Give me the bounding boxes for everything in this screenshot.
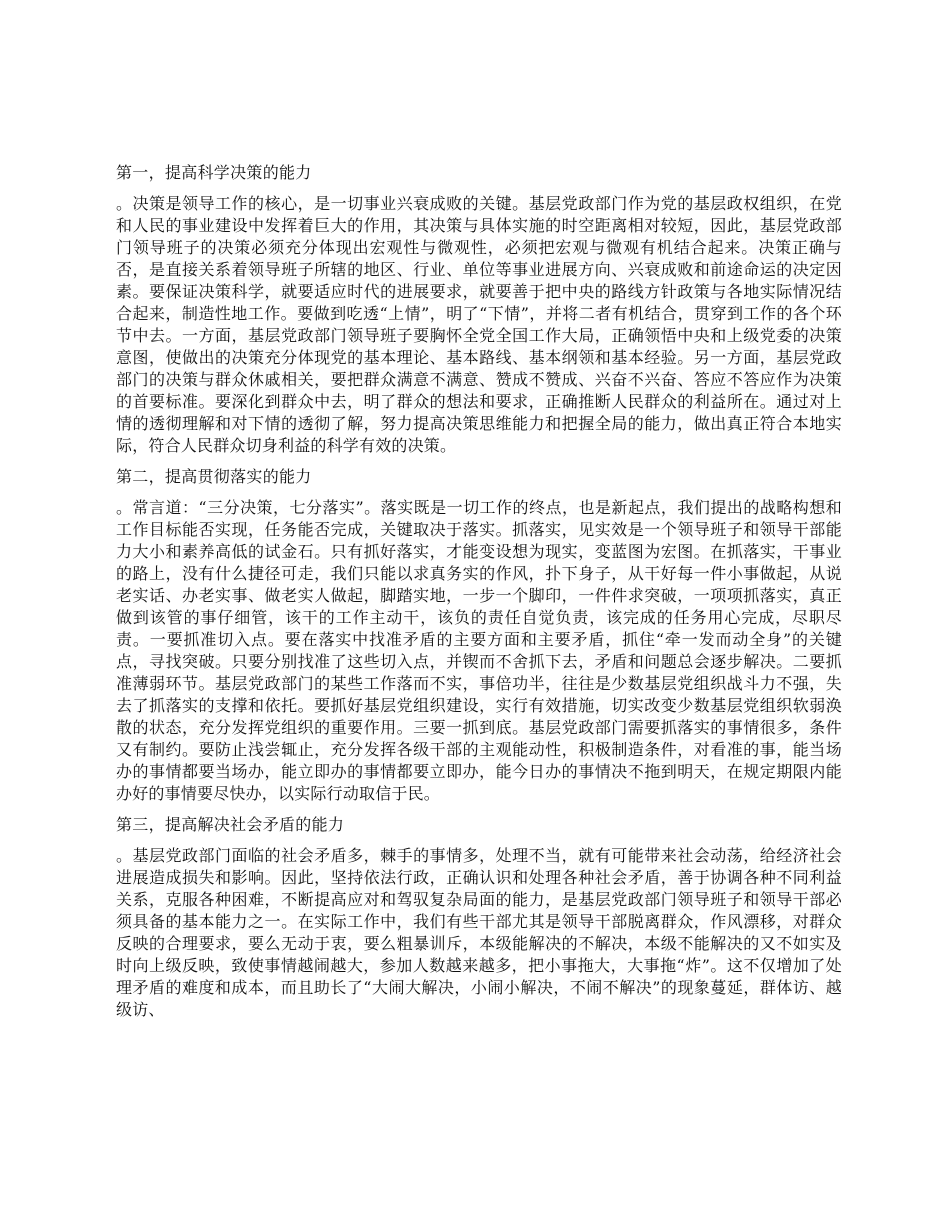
section-heading-2: 第二，提高贯彻落实的能力 — [116, 467, 312, 486]
section-heading-3: 第三，提高解决社会矛盾的能力 — [116, 815, 345, 834]
section-paragraph-1: 。决策是领导工作的核心，是一切事业兴衰成败的关键。基层党政部门作为党的基层政权组织，在党和人民的事业建设中发挥着巨大的作用，其决策与具体实施的时空距离相对较短，因此，基层党政部门领导班子的决策必须充分体现出宏观性与微观性，必须把宏观与微观有机结合起来。决策正确与否，是直接关系着领导班子所辖的地区、行业、单位等事业进展方向、兴衰成败和前途命运的决定因素。要保证决策科学，就要适应时代的进展要求，就要善于把中央的路线方针政策与各地实际情况结合起来，制造性地工作。要做到吃透“上情”，明了“下情”，并将二者有机结合，贯穿到工作的各个环节中去。一方面，基层党政部门领导班子要胸怀全党全国工作大局，正确领悟中央和上级党委的决策意图，使做出的决策充分体现党的基本理论、基本路线、基本纲领和基本经验。另一方面，基层党政部门的决策与群众休戚相关，要把群众满意不满意、赞成不赞成、兴奋不兴奋、答应不答应作为决策的首要标准。要深化到群众中去，明了群众的想法和要求，正确推断人民群众的利益所在。通过对上情的透彻理解和对下情的透彻了解，努力提高决策思维能力和把握全局的能力，做出真正符合本地实际，符合人民群众切身利益的科学有效的决策。 — [116, 194, 842, 455]
section-paragraph-3: 。基层党政部门面临的社会矛盾多，棘手的事情多，处理不当，就有可能带来社会动荡，给经济社会进展造成损失和影响。因此，坚持依法行政，正确认识和处理各种社会矛盾，善于协调各种不同利益关系，克服各种困难，不断提高应对和驾驭复杂局面的能力，是基层党政部门领导班子和领导干部必须具备的基本能力之一。在实际工作中，我们有些干部尤其是领导干部脱离群众，作风漂移，对群众反映的合理要求，要么无动于衷，要么粗暴训斥，本级能解决的不解决，本级不能解决的又不如实及时向上级反映，致使事情越闹越大，参加人数越来越多，把小事拖大，大事拖“炸”。这不仅增加了处理矛盾的难度和成本，而且助长了“大闹大解决，小闹小解决，不闹不解决”的现象蔓延，群体访、越级访、 — [116, 846, 842, 1019]
section-paragraph-2: 。常言道：“三分决策，七分落实”。落实既是一切工作的终点，也是新起点，我们提出的战略构想和工作目标能否实现，任务能否完成，关键取决于落实。抓落实，见实效是一个领导班子和领导干部能力大小和素养高低的试金石。只有抓好落实，才能变设想为现实，变蓝图为宏图。在抓落实，干事业的路上，没有什么捷径可走，我们只能以求真务实的作风，扑下身子，从干好每一件小事做起，从说老实话、办老实事、做老实人做起，脚踏实地，一步一个脚印，一件件求突破，一项项抓落实，真正做到该管的事仔细管，该干的工作主动干，该负的责任自觉负责，该完成的任务用心完成，尽职尽责。一要抓准切入点。要在落实中找准矛盾的主要方面和主要矛盾，抓住“牵一发而动全身”的关键点，寻找突破。只要分别找准了这些切入点，并锲而不舍抓下去，矛盾和问题总会逐步解决。二要抓准薄弱环节。基层党政部门的某些工作落而不实，事倍功半，往往是少数基层党组织战斗力不强，失去了抓落实的支撑和依托。要抓好基层党组织建设，实行有效措施，切实改变少数基层党组织软弱涣散的状态，充分发挥党组织的重要作用。三要一抓到底。基层党政部门需要抓落实的事情很多，条件又有制约。要防止浅尝辄止，充分发挥各级干部的主观能动性，积极制造条件，对看准的事，能当场办的事情都要当场办，能立即办的事情都要立即办，能今日办的事情决不拖到明天，在规定期限内能办好的事情要尽快办，以实际行动取信于民。 — [116, 498, 842, 803]
section-heading-1: 第一，提高科学决策的能力 — [116, 163, 312, 182]
document-body — [116, 161, 842, 1029]
